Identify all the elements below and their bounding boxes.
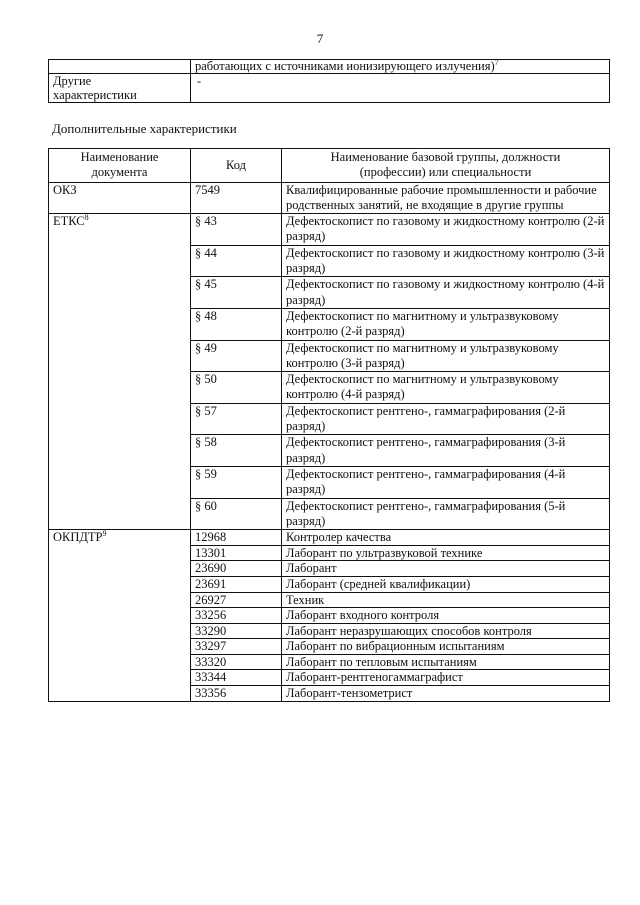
etks-doc-cell	[49, 214, 191, 530]
okpdtr-code-cell: 33344	[191, 670, 282, 686]
okpdtr-name-cell: Лаборант по ультразвуковой технике	[282, 545, 610, 561]
header-document	[49, 149, 191, 183]
okpdtr-name-cell: Лаборант по тепловым испытаниям	[282, 654, 610, 670]
etks-code-cell: § 50	[191, 372, 282, 404]
etks-name-cell: Дефектоскопист по газовому и жидкостному контролю (3-й разряд)	[282, 245, 610, 277]
etks-code-cell: § 44	[191, 245, 282, 277]
other-label-cell	[49, 74, 191, 103]
okpdtr-code-cell: 33297	[191, 639, 282, 655]
continuation-text: работающих с источниками ионизирующего излучения)	[195, 59, 495, 73]
okpdtr-code-cell: 23691	[191, 576, 282, 592]
header-doc-line2: документа	[91, 165, 148, 180]
etks-name-cell: Дефектоскопист по газовому и жидкостному контролю (4-й разряд)	[282, 277, 610, 309]
header-name	[282, 149, 610, 183]
other-value-cell: -	[191, 74, 610, 103]
okpdtr-name-cell: Лаборант входного контроля	[282, 608, 610, 624]
other-label-line1: Другие	[53, 74, 92, 88]
etks-code-cell: § 49	[191, 340, 282, 372]
okpdtr-footnote: 9	[102, 528, 107, 538]
table-header-row	[49, 149, 610, 183]
header-name-line2: (профессии) или специальности	[359, 165, 532, 180]
etks-code-cell: § 59	[191, 466, 282, 498]
etks-code-cell: § 43	[191, 214, 282, 246]
etks-name-cell: Дефектоскопист по магнитному и ультразвуковому контролю (2-й разряд)	[282, 308, 610, 340]
other-label-line2: характеристики	[53, 88, 137, 102]
continuation-row	[49, 60, 610, 74]
continuation-cell	[191, 57, 610, 74]
okz-row	[49, 182, 610, 214]
etks-code-cell: § 48	[191, 308, 282, 340]
header-code: Код	[191, 149, 282, 183]
okpdtr-name-cell: Лаборант по вибрационным испытаниям	[282, 639, 610, 655]
etks-code-cell: § 58	[191, 435, 282, 467]
etks-name-cell: Дефектоскопист рентгено-, гаммаграфирования (3-й разряд)	[282, 435, 610, 467]
okpdtr-doc-label: ОКПДТР	[53, 530, 103, 545]
etks-name-cell: Дефектоскопист рентгено-, гаммаграфирования (4-й разряд)	[282, 466, 610, 498]
okpdtr-code-cell: 23690	[191, 561, 282, 577]
header-doc-line1: Наименование	[80, 150, 159, 164]
okpdtr-code-cell: 33256	[191, 608, 282, 624]
okpdtr-name-cell: Лаборант неразрушающих способов контроля	[282, 623, 610, 639]
okpdtr-name-cell: Лаборант (средней квалификации)	[282, 576, 610, 592]
top-table	[48, 59, 610, 103]
etks-name-cell: Дефектоскопист по газовому и жидкостному контролю (2-й разряд)	[282, 214, 610, 246]
characteristics-table	[48, 148, 610, 702]
okpdtr-name-cell: Техник	[282, 592, 610, 608]
etks-name-cell: Дефектоскопист по магнитному и ультразвуковому контролю (4-й разряд)	[282, 372, 610, 404]
header-name-line1: Наименование базовой группы, должности	[330, 150, 561, 164]
etks-code-cell: § 57	[191, 403, 282, 435]
etks-footnote: 8	[84, 213, 89, 223]
okpdtr-name-cell: Лаборант-тензометрист	[282, 686, 610, 702]
okpdtr-name-cell: Лаборант	[282, 561, 610, 577]
continuation-footnote: 7	[494, 57, 499, 67]
okpdtr-code-cell: 33356	[191, 686, 282, 702]
okz-code-cell: 7549	[191, 182, 282, 214]
okpdtr-code-cell: 12968	[191, 530, 282, 546]
table-row	[49, 530, 610, 546]
table-row	[49, 214, 610, 246]
etks-code-cell: § 45	[191, 277, 282, 309]
continuation-empty-cell	[49, 60, 191, 74]
okpdtr-code-cell: 26927	[191, 592, 282, 608]
okpdtr-name-cell: Лаборант-рентгеногаммаграфист	[282, 670, 610, 686]
okpdtr-doc-cell	[49, 530, 191, 702]
okpdtr-code-cell: 33320	[191, 654, 282, 670]
etks-doc-label: ЕТКС	[53, 214, 85, 229]
okz-name-cell: Квалифицированные рабочие промышленности и рабочие родственных занятий, не входящие в другие группы	[282, 182, 610, 214]
okpdtr-code-cell: 33290	[191, 623, 282, 639]
etks-name-cell: Дефектоскопист по магнитному и ультразвуковому контролю (3-й разряд)	[282, 340, 610, 372]
other-characteristics-row	[49, 74, 610, 103]
etks-name-cell: Дефектоскопист рентгено-, гаммаграфирования (5-й разряд)	[282, 498, 610, 530]
okz-doc-cell: ОКЗ	[49, 182, 191, 214]
okpdtr-name-cell: Контролер качества	[282, 530, 610, 546]
etks-code-cell: § 60	[191, 498, 282, 530]
etks-name-cell: Дефектоскопист рентгено-, гаммаграфирования (2-й разряд)	[282, 403, 610, 435]
section-title: Дополнительные характеристики	[52, 121, 237, 136]
page-number: 7	[316, 31, 324, 46]
okpdtr-code-cell: 13301	[191, 545, 282, 561]
